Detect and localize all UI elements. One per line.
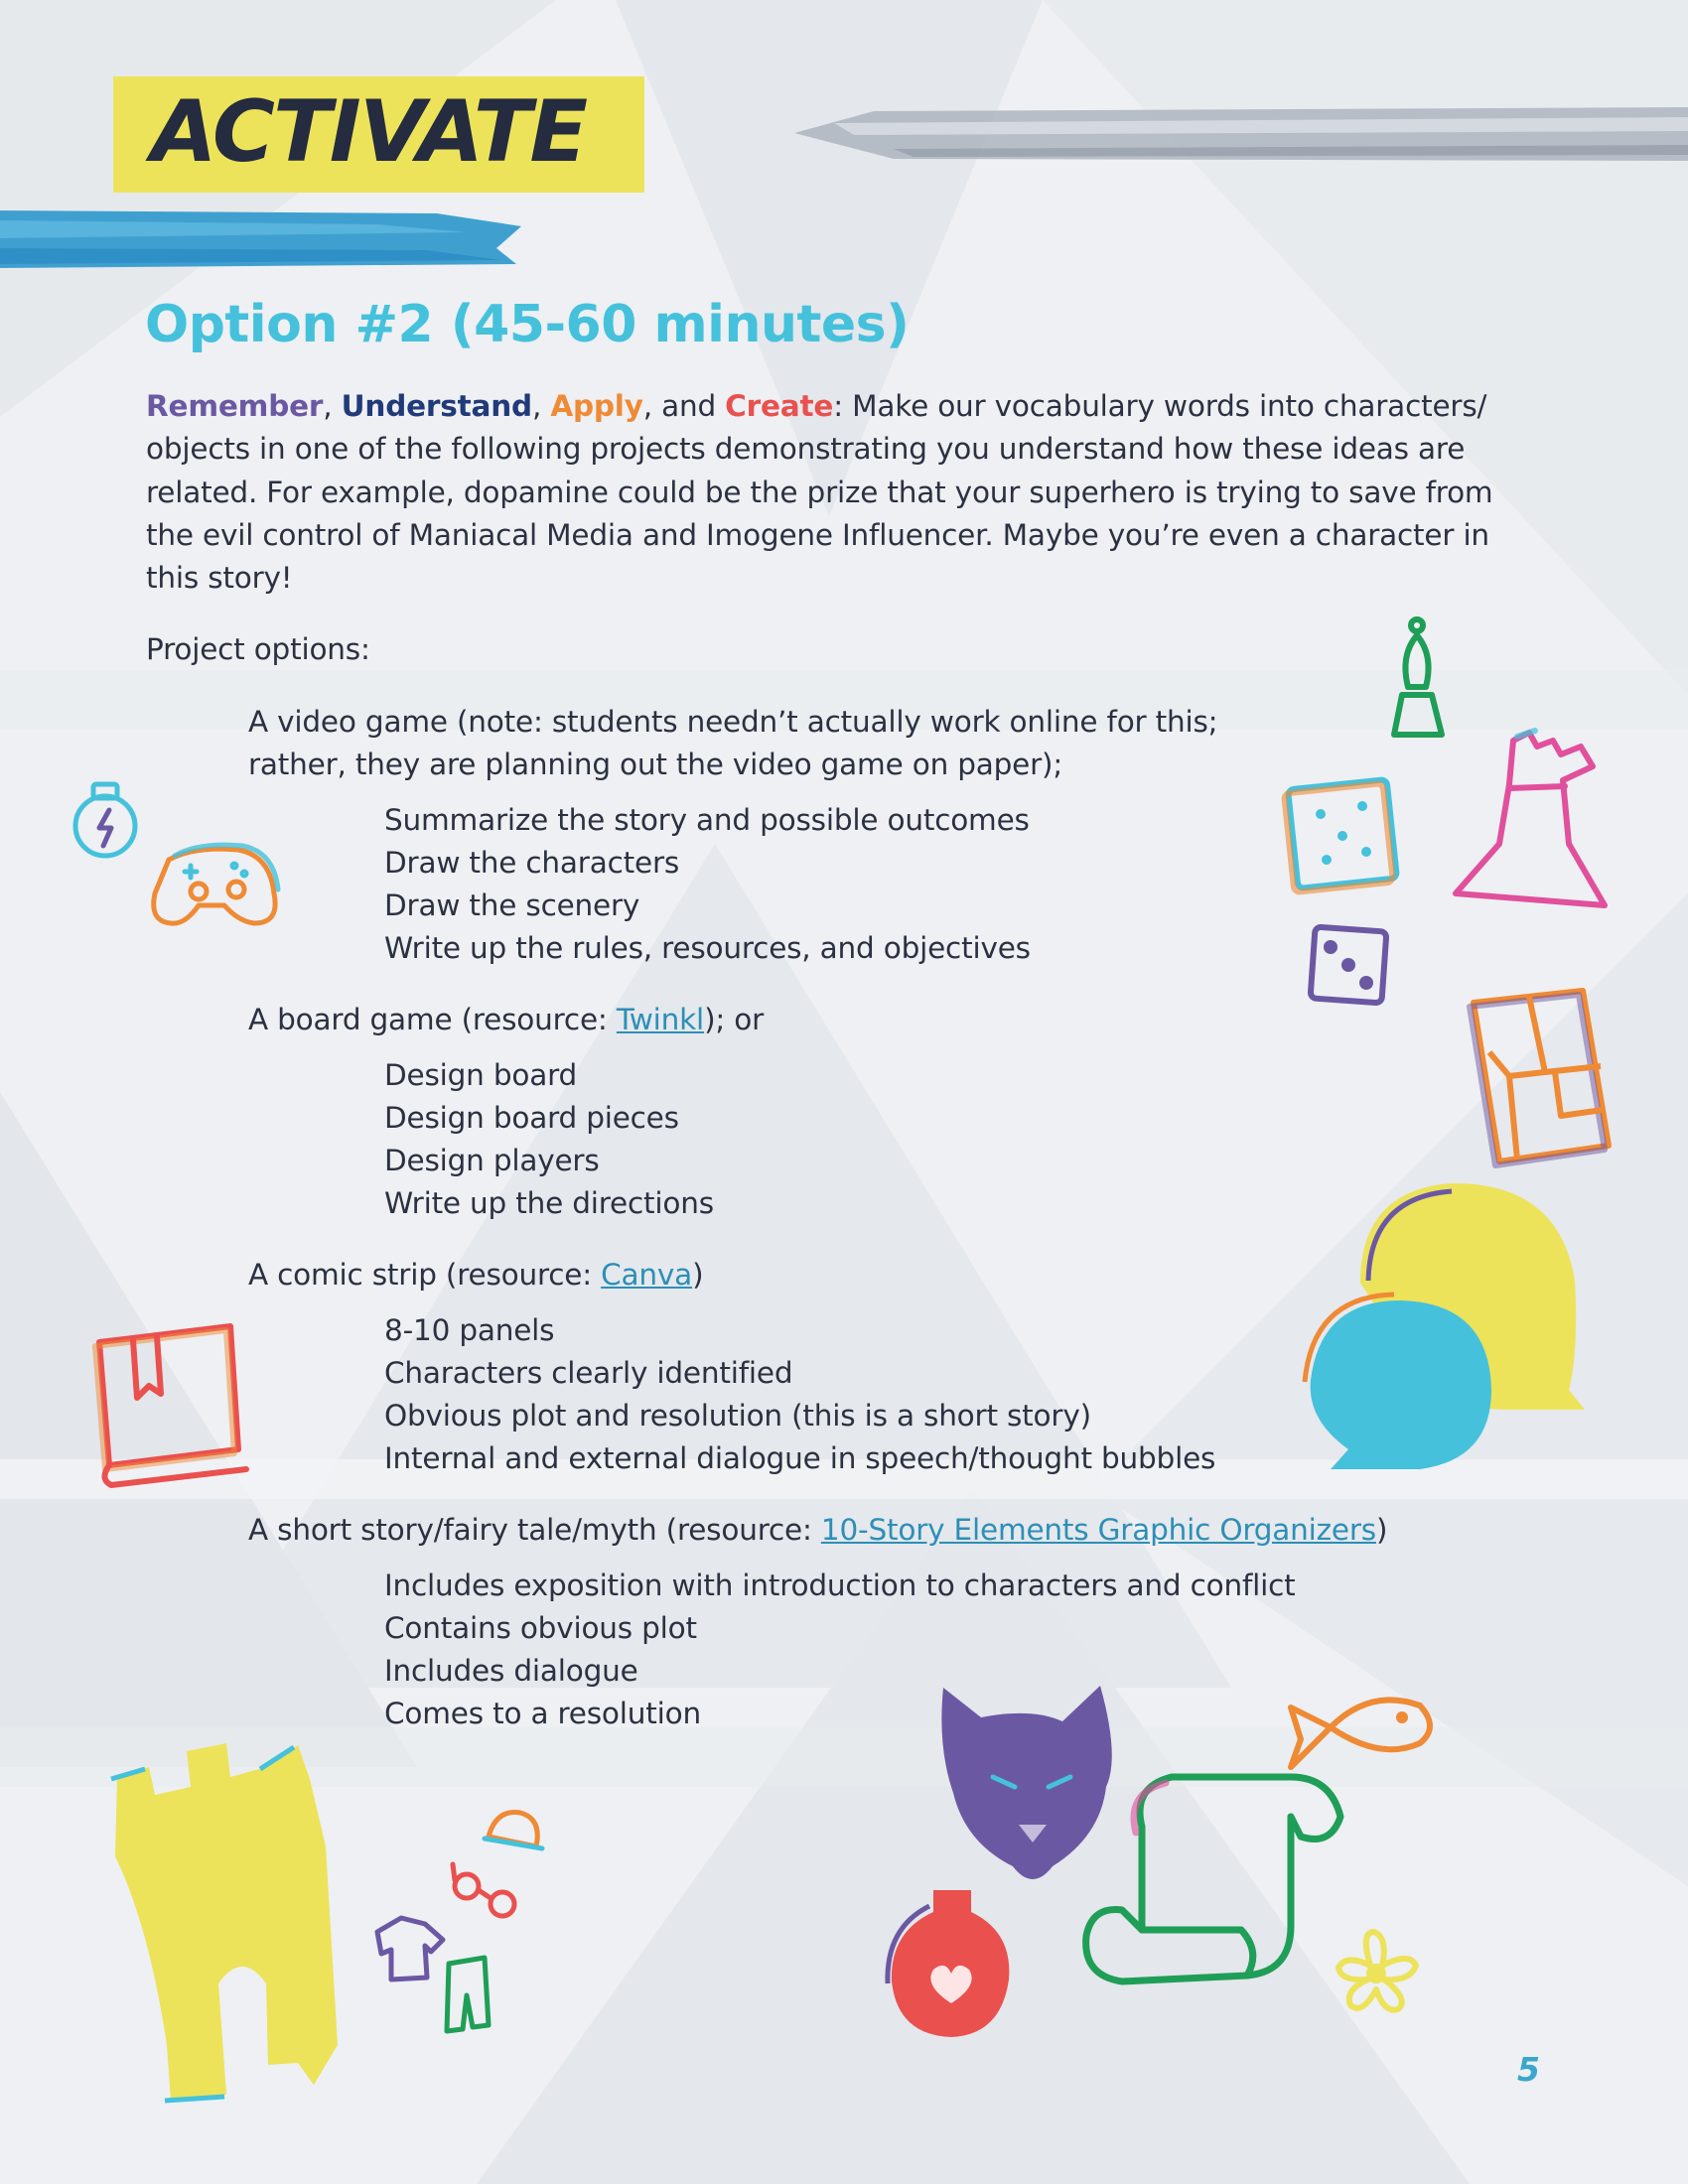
project-text: )	[692, 1258, 704, 1292]
list-item: Design board pieces	[384, 1101, 679, 1135]
page-number: 5	[1517, 2050, 1540, 2089]
list-item: Characters clearly identified	[384, 1356, 793, 1390]
list-item: Comes to a resolution	[384, 1697, 701, 1730]
fish-icon	[1291, 1700, 1430, 1767]
project-video-game-line1: A video game (note: students needn’t actually work online for this;	[248, 705, 1218, 739]
project-video-game-line2: rather, they are planning out the video game on paper);	[248, 748, 1063, 781]
heart-potion-icon	[888, 1890, 1009, 2037]
dice-icon	[1284, 779, 1397, 892]
gamepad-icon	[154, 845, 278, 923]
game-board-icon	[1470, 991, 1609, 1165]
story-elements-link[interactable]: 10-Story Elements Graphic Organizers	[820, 1513, 1376, 1547]
chess-bishop-icon	[1394, 619, 1442, 735]
chess-rook-icon	[1456, 731, 1605, 905]
list-item: Includes exposition with introduction to characters and conflict	[384, 1569, 1296, 1602]
book-icon	[95, 1326, 246, 1485]
list-item: Design board	[384, 1058, 578, 1092]
project-text: A comic strip (resource:	[248, 1258, 602, 1292]
banner-title: ACTIVATE	[151, 82, 587, 182]
keyword-understand: Understand	[341, 389, 532, 423]
list-item: Summarize the story and possible outcomes	[384, 803, 1030, 837]
flower-icon	[1338, 1932, 1416, 2010]
speech-bubbles-icon	[1305, 1183, 1585, 1469]
list-item: 8-10 panels	[384, 1313, 555, 1347]
list-item: Draw the characters	[384, 846, 680, 880]
project-text: A board game (resource:	[248, 1003, 617, 1036]
separator: , and	[642, 389, 726, 423]
canva-link[interactable]: Canva	[601, 1258, 693, 1292]
list-item: Contains obvious plot	[384, 1611, 697, 1645]
list-item: Obvious plot and resolution (this is a short story)	[384, 1399, 1091, 1433]
potion-lightning-icon	[75, 784, 135, 856]
keyword-create: Create	[725, 389, 834, 423]
list-item: Write up the directions	[384, 1186, 714, 1220]
separator: ,	[323, 389, 342, 423]
twinkl-link[interactable]: Twinkl	[616, 1003, 705, 1036]
dice-small-icon	[1311, 927, 1387, 1004]
list-item: Design players	[384, 1144, 600, 1177]
project-text: A short story/fairy tale/myth (resource:	[248, 1513, 821, 1547]
intro-text: : Make our vocabulary words into characters/ objects in one of the following projects demonstrating you understand how these ideas are related. For example, dopamine could be the prize that your superhero is trying to save from the evil control of Maniacal Media and Imogene Influencer. Maybe you’re even a character in this story!	[146, 389, 1493, 596]
list-item: Includes dialogue	[384, 1654, 638, 1688]
scroll-icon	[1086, 1777, 1340, 1981]
wolf-head-icon	[941, 1686, 1111, 1879]
project-options-label: Project options:	[146, 632, 370, 666]
keyword-remember: Remember	[146, 389, 324, 423]
separator: ,	[531, 389, 551, 423]
list-item: Write up the rules, resources, and objectives	[384, 931, 1031, 965]
project-text: ); or	[704, 1003, 765, 1036]
keyword-apply: Apply	[550, 389, 643, 423]
castle-tower-icon	[111, 1743, 338, 2101]
list-item: Draw the scenery	[384, 888, 640, 922]
costume-icons	[377, 1813, 542, 2032]
project-text: )	[1375, 1513, 1388, 1547]
list-item: Internal and external dialogue in speech/thought bubbles	[384, 1441, 1216, 1475]
option-title: Option #2 (45-60 minutes)	[145, 295, 910, 354]
